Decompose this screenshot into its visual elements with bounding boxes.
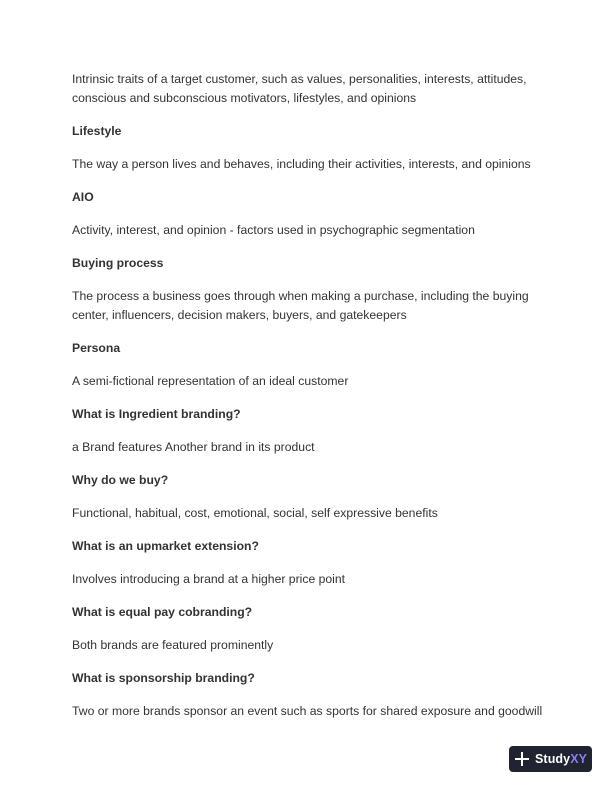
definition-text: Activity, interest, and opinion - factors used in psychographic segmentation bbox=[72, 223, 475, 237]
term-heading: AIO bbox=[72, 190, 94, 204]
definition-text: Both brands are featured prominently bbox=[72, 638, 274, 652]
definition-text: Functional, habitual, cost, emotional, social, self expressive benefits bbox=[72, 506, 438, 520]
definition-text: Intrinsic traits of a target customer, such as values, personalities, interests, attitudes, conscious and subconscious motivators, lifestyles, and opinions bbox=[72, 72, 527, 105]
plus-icon bbox=[515, 752, 529, 766]
term-heading: Lifestyle bbox=[72, 124, 122, 138]
term-heading: What is equal pay cobranding? bbox=[72, 605, 253, 619]
term-heading: Why do we buy? bbox=[72, 473, 169, 487]
definition-text: a Brand features Another brand in its product bbox=[72, 440, 315, 454]
term-heading: Persona bbox=[72, 341, 121, 355]
definition-text: The way a person lives and behaves, including their activities, interests, and opinions bbox=[72, 157, 531, 171]
brand-name bbox=[535, 752, 587, 766]
definition-text: Two or more brands sponsor an event such as sports for shared exposure and goodwill bbox=[72, 704, 543, 718]
term-heading: Buying process bbox=[72, 256, 164, 270]
brand-name-accent: XY bbox=[570, 752, 588, 766]
term-heading: What is an upmarket extension? bbox=[72, 539, 259, 553]
definition-text: The process a business goes through when making a purchase, including the buying center, influencers, decision makers, buyers, and gatekeepers bbox=[72, 289, 529, 322]
flashcard-list bbox=[72, 70, 547, 721]
definition-text: Involves introducing a brand at a higher price point bbox=[72, 572, 346, 586]
brand-name-main: Study bbox=[535, 752, 571, 766]
studyxy-badge[interactable] bbox=[509, 746, 592, 772]
term-heading: What is sponsorship branding? bbox=[72, 671, 255, 685]
definition-text: A semi-fictional representation of an ideal customer bbox=[72, 374, 349, 388]
term-heading: What is Ingredient branding? bbox=[72, 407, 241, 421]
